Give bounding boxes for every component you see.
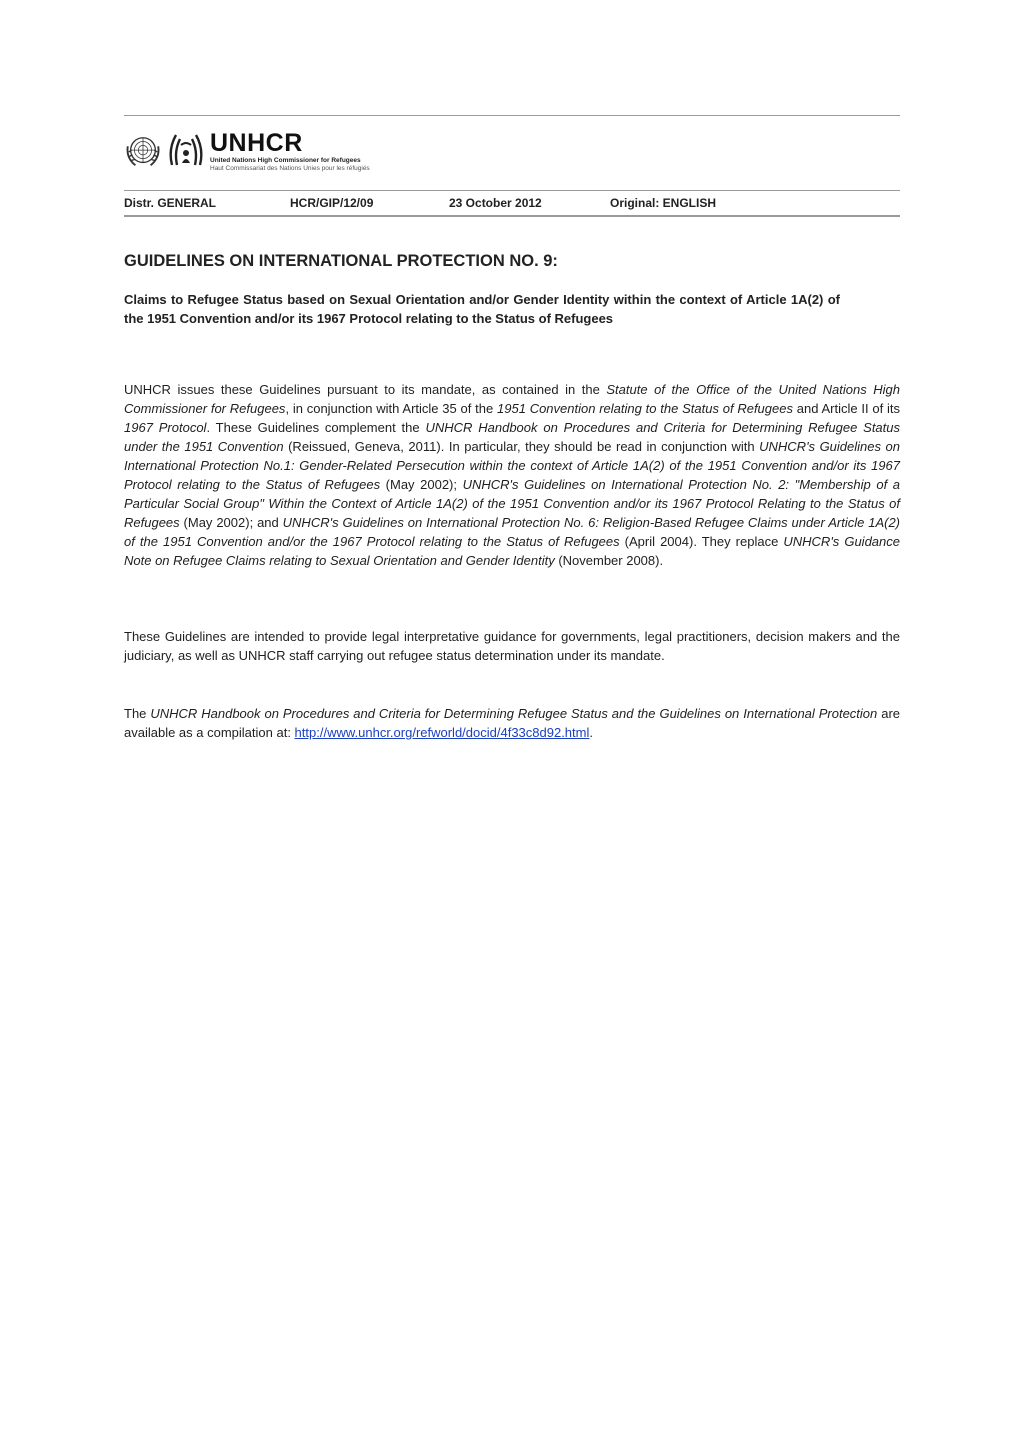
unhcr-emblem-icon	[168, 131, 204, 171]
p1-seg: 1967 Protocol	[124, 420, 207, 435]
distribution-row	[124, 196, 900, 212]
logo-subtitle-en: United Nations High Commissioner for Refugees	[210, 157, 361, 164]
p3-italic: UNHCR Handbook on Procedures and Criteria for Determining Refugee Status and the Guidelines on International Protection	[150, 706, 878, 721]
p1-seg: UNHCR issues these Guidelines pursuant to its mandate, as contained in the	[124, 382, 607, 397]
p1-seg: and Article II of its	[792, 401, 900, 416]
p1-seg: UNHCR Handbook on Procedures and Criteria for Determining Refugee Status under the 1951 Convention	[124, 420, 901, 454]
p1-seg: (Reissued, Geneva, 2011). In particular, they should be read in conjunction with	[283, 439, 760, 454]
p1-seg: , in conjunction with Article 35 of the	[285, 401, 497, 416]
logo-name: UNHCR	[210, 129, 303, 157]
p1-seg: UNHCR's Guidance Note on Refugee Claims relating to Sexual Orientation and Gender Identity	[124, 534, 900, 568]
document-reference: HCR/GIP/12/09	[290, 196, 374, 210]
p1-seg: . These Guidelines complement the	[206, 420, 426, 435]
p1-seg: (April 2004). They replace	[619, 534, 784, 549]
p1-seg: (May 2002); and	[179, 515, 283, 530]
paragraph-purpose: These Guidelines are intended to provide legal interpretative guidance for governments, legal practitioners, decision makers and the judiciary, as well as UNHCR staff carrying out refugee status determination under its mandate.	[124, 629, 900, 663]
p1-seg: Statute of the Office of the United Nations High Commissioner for Refugees	[124, 382, 900, 416]
mid-rule	[124, 190, 900, 191]
paragraph-intro	[124, 380, 900, 570]
p3-lead: The	[124, 706, 151, 721]
p1-seg: UNHCR's Guidelines on International Protection No.1: Gender-Related Persecution within the context of Article 1A(2) of the 1951 Convention and/or its 1967 Protocol relating to the Status of Refugees	[124, 439, 900, 492]
distribution-label: Distr. GENERAL	[124, 196, 217, 210]
bottom-rule	[124, 215, 900, 217]
top-rule	[124, 115, 900, 116]
original-language: Original: ENGLISH	[610, 196, 717, 210]
document-subtitle: Claims to Refugee Status based on Sexual Orientation and/or Gender Identity within the context of Article 1A(2) of the 1951 Convention and/or its 1967 Protocol relating to the Status of Refugees	[124, 292, 840, 326]
p3-end: .	[589, 725, 593, 740]
logo-subtitle-fr: Haut Commissariat des Nations Unies pour les réfugiés	[210, 165, 370, 172]
p1-seg: (November 2008).	[554, 553, 664, 568]
p1-seg: 1951 Convention relating to the Status of Refugees	[497, 401, 793, 416]
document-title: GUIDELINES ON INTERNATIONAL PROTECTION NO. 9:	[124, 252, 558, 270]
p1-seg: (May 2002);	[380, 477, 463, 492]
p3-middle: are available as a compilation at:	[124, 706, 901, 740]
un-emblem-icon	[124, 133, 162, 171]
p1-seg: UNHCR's Guidelines on International Protection No. 2: "Membership of a Particular Social Group" Within the Context of Article 1A(2) of the 1951 Convention and/or its 1967 Protocol Relating to the Status of Refugees	[124, 477, 900, 530]
paragraph-compilation	[124, 704, 900, 742]
unhcr-logo	[124, 131, 370, 175]
refworld-link[interactable]: http://www.unhcr.org/refworld/docid/4f33c8d92.html	[294, 725, 590, 740]
logo-text	[210, 131, 370, 173]
document-date: 23 October 2012	[449, 196, 542, 210]
p1-seg: UNHCR's Guidelines on International Protection No. 6: Religion-Based Refugee Claims under Article 1A(2) of the 1951 Convention and/or the 1967 Protocol relating to the Status of Refugees	[124, 515, 900, 549]
